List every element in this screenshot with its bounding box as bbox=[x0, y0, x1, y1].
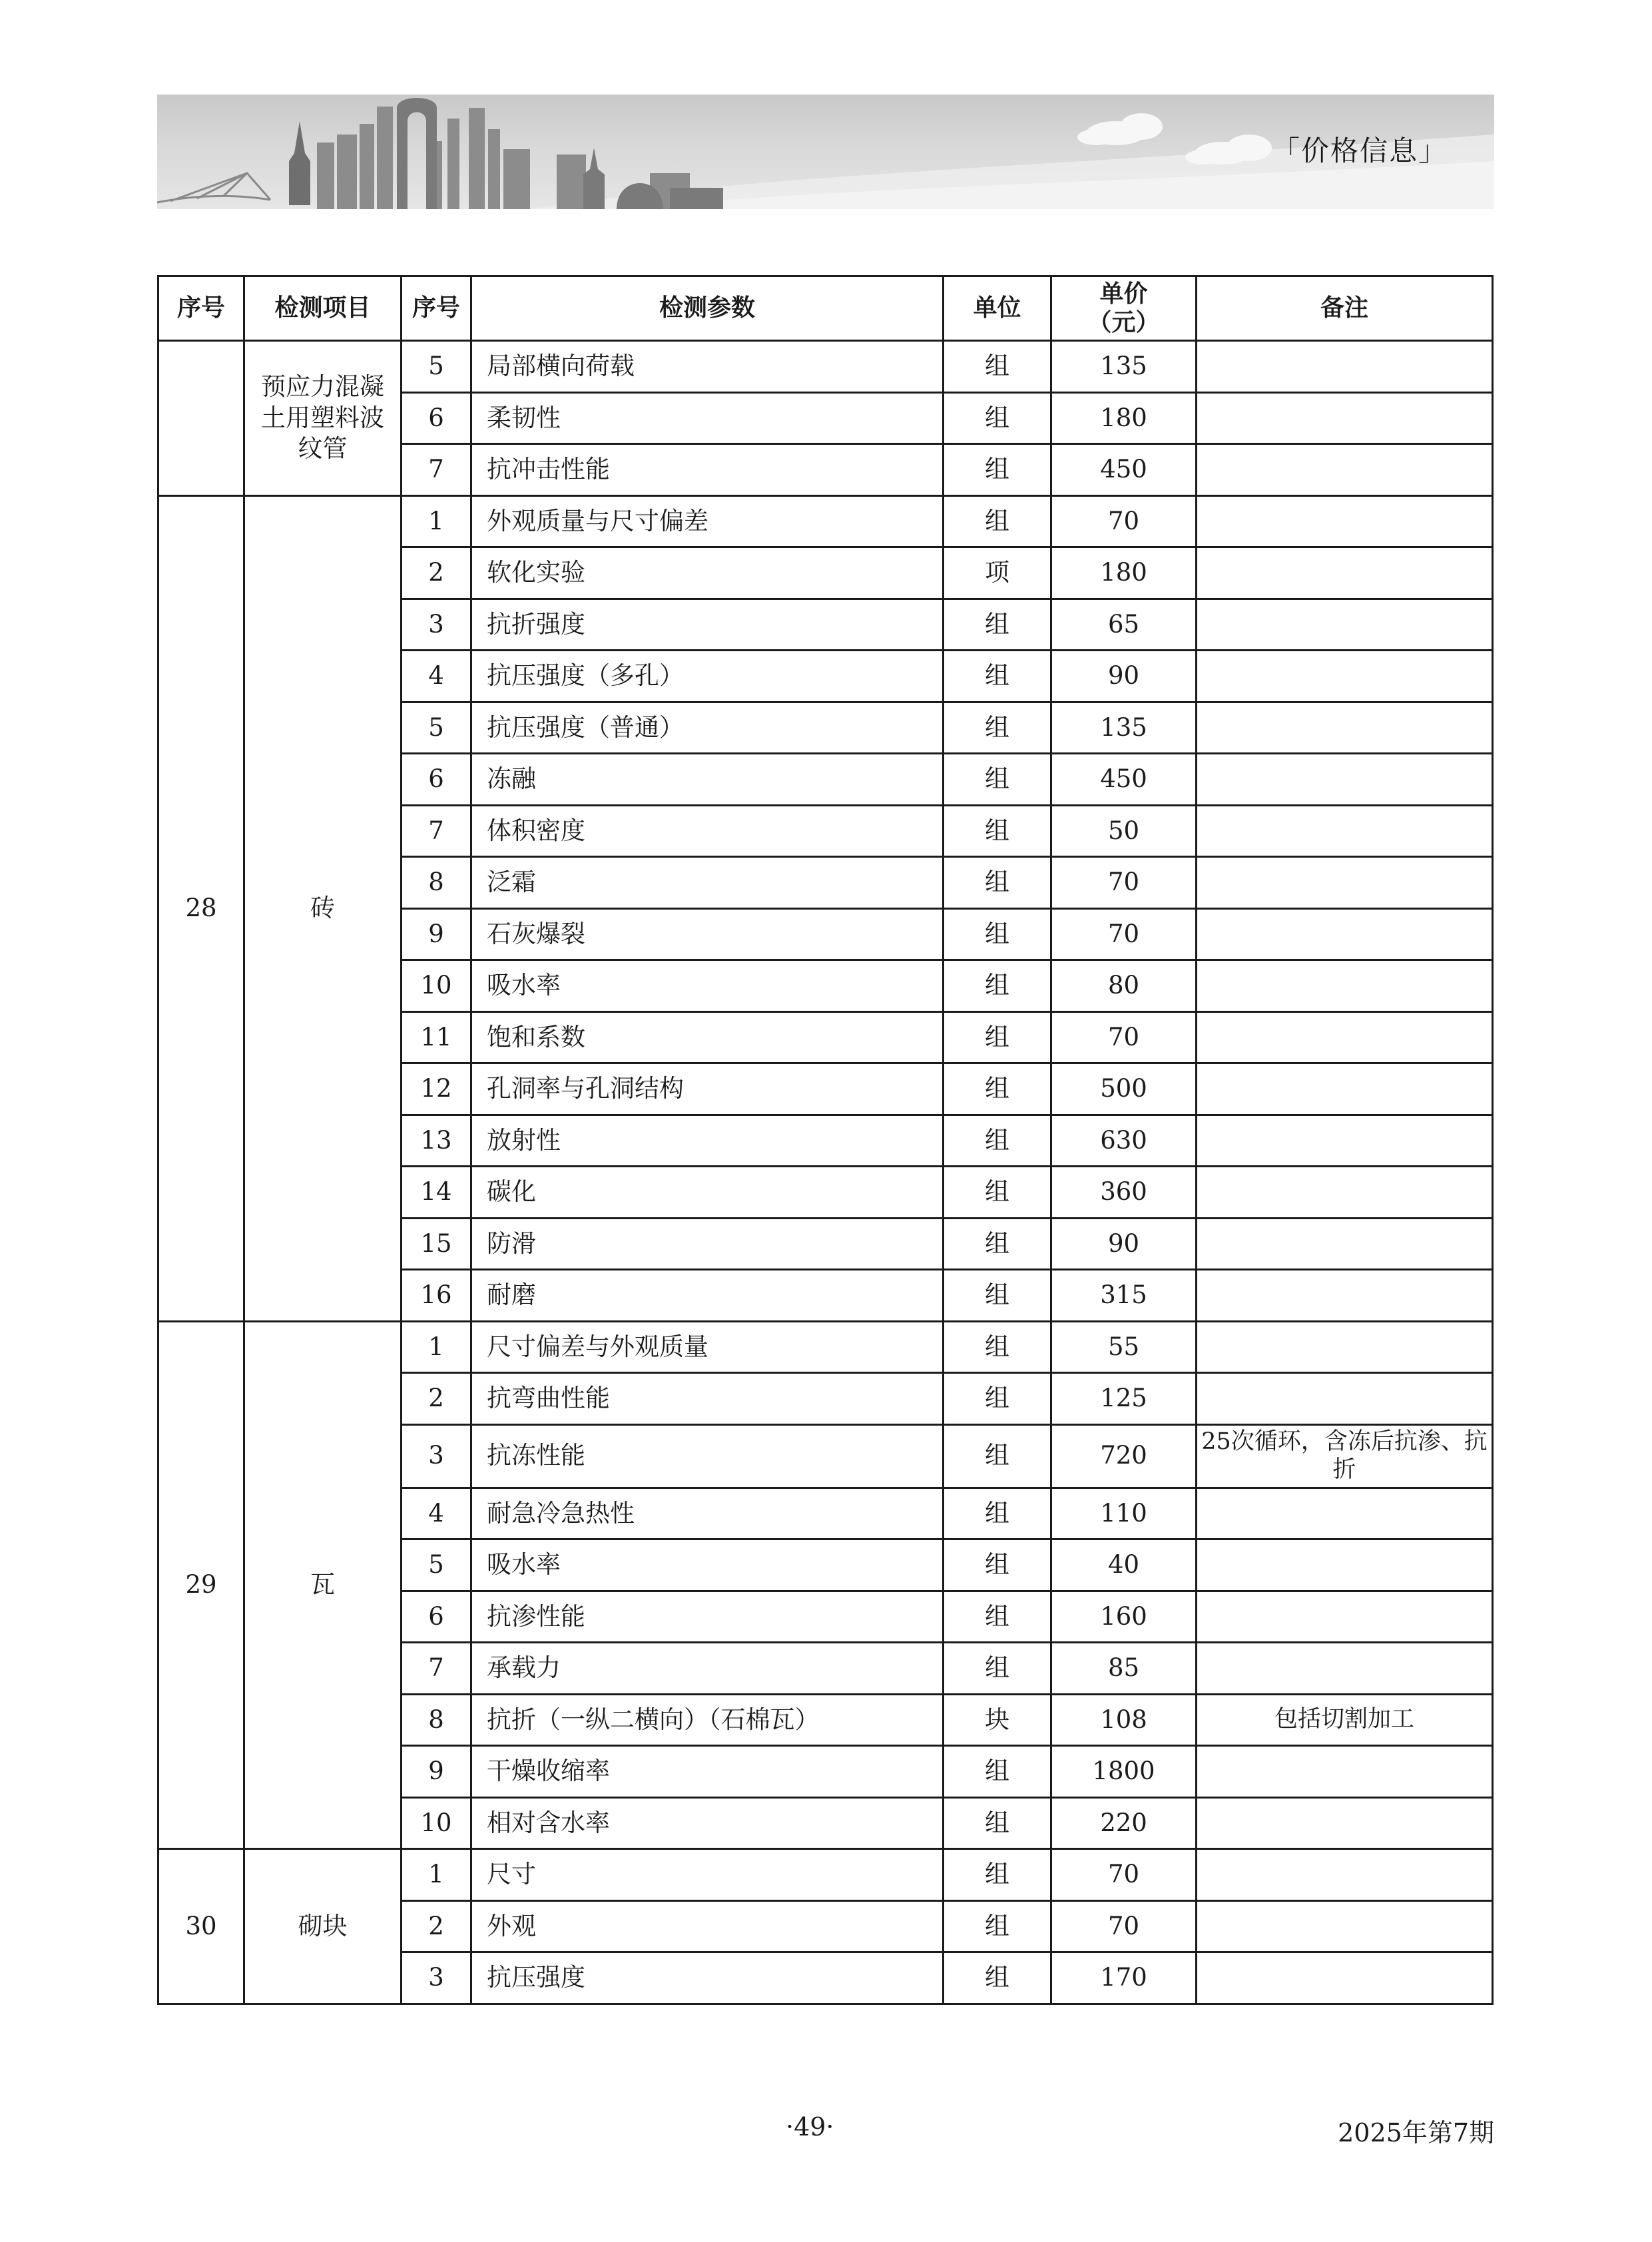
price-cell: 50 bbox=[1051, 805, 1197, 857]
note-cell bbox=[1197, 857, 1493, 909]
test-item-name: 瓦 bbox=[244, 1321, 402, 1849]
note-cell bbox=[1197, 754, 1493, 806]
note-cell bbox=[1197, 1321, 1493, 1373]
test-parameter: 软化实验 bbox=[471, 547, 944, 599]
row-number: 2 bbox=[402, 547, 471, 599]
header-note: 备注 bbox=[1197, 276, 1493, 341]
group-number: 30 bbox=[158, 1849, 244, 2004]
note-cell bbox=[1197, 1540, 1493, 1591]
price-cell: 630 bbox=[1051, 1115, 1197, 1167]
unit-cell: 组 bbox=[944, 754, 1051, 806]
unit-cell: 组 bbox=[944, 1321, 1051, 1373]
row-number: 1 bbox=[402, 495, 471, 547]
price-cell: 180 bbox=[1051, 547, 1197, 599]
row-number: 1 bbox=[402, 1321, 471, 1373]
header-price-currency: （元） bbox=[1087, 309, 1160, 336]
row-number: 16 bbox=[402, 1270, 471, 1322]
note-cell bbox=[1197, 908, 1493, 960]
price-cell: 450 bbox=[1051, 754, 1197, 806]
price-cell: 108 bbox=[1051, 1694, 1197, 1746]
row-number: 5 bbox=[402, 341, 471, 393]
header-price-label: 单价 bbox=[1099, 280, 1148, 308]
header-price bbox=[1051, 276, 1197, 341]
unit-cell: 组 bbox=[944, 702, 1051, 754]
note-cell bbox=[1197, 495, 1493, 547]
unit-cell: 项 bbox=[944, 547, 1051, 599]
note-cell bbox=[1197, 960, 1493, 1012]
test-parameter: 防滑 bbox=[471, 1218, 944, 1270]
unit-cell: 组 bbox=[944, 1218, 1051, 1270]
test-parameter: 吸水率 bbox=[471, 1540, 944, 1591]
unit-cell: 组 bbox=[944, 960, 1051, 1012]
unit-cell: 组 bbox=[944, 1746, 1051, 1798]
note-cell bbox=[1197, 1011, 1493, 1063]
row-number: 8 bbox=[402, 1694, 471, 1746]
row-number: 7 bbox=[402, 444, 471, 496]
price-cell: 110 bbox=[1051, 1488, 1197, 1540]
note-cell bbox=[1197, 599, 1493, 651]
row-number: 5 bbox=[402, 702, 471, 754]
unit-cell: 组 bbox=[944, 444, 1051, 496]
test-parameter: 抗折强度 bbox=[471, 599, 944, 651]
row-number: 9 bbox=[402, 908, 471, 960]
note-cell bbox=[1197, 651, 1493, 702]
row-number: 7 bbox=[402, 1643, 471, 1695]
note-cell bbox=[1197, 702, 1493, 754]
price-cell: 360 bbox=[1051, 1167, 1197, 1219]
price-cell: 70 bbox=[1051, 1900, 1197, 1952]
row-number: 1 bbox=[402, 1849, 471, 1901]
test-parameter: 耐磨 bbox=[471, 1270, 944, 1322]
price-cell: 65 bbox=[1051, 599, 1197, 651]
table-row bbox=[158, 341, 1493, 393]
unit-cell: 组 bbox=[944, 1540, 1051, 1591]
header-test-item: 检测项目 bbox=[244, 276, 402, 341]
note-cell bbox=[1197, 341, 1493, 393]
price-cell: 90 bbox=[1051, 1218, 1197, 1270]
unit-cell: 组 bbox=[944, 1424, 1051, 1488]
price-cell: 55 bbox=[1051, 1321, 1197, 1373]
unit-cell: 组 bbox=[944, 1063, 1051, 1115]
header-row-no: 序号 bbox=[402, 276, 471, 341]
test-item-name: 砌块 bbox=[244, 1849, 402, 2004]
price-cell: 90 bbox=[1051, 651, 1197, 702]
unit-cell: 组 bbox=[944, 341, 1051, 393]
unit-cell: 组 bbox=[944, 651, 1051, 702]
note-cell bbox=[1197, 1167, 1493, 1219]
header-test-param: 检测参数 bbox=[471, 276, 944, 341]
note-cell bbox=[1197, 1952, 1493, 2004]
row-number: 11 bbox=[402, 1011, 471, 1063]
test-parameter: 局部横向荷载 bbox=[471, 341, 944, 393]
row-number: 15 bbox=[402, 1218, 471, 1270]
unit-cell: 组 bbox=[944, 392, 1051, 444]
price-cell: 80 bbox=[1051, 960, 1197, 1012]
test-parameter: 石灰爆裂 bbox=[471, 908, 944, 960]
test-parameter: 尺寸 bbox=[471, 1849, 944, 1901]
test-parameter: 耐急冷急热性 bbox=[471, 1488, 944, 1540]
price-cell: 40 bbox=[1051, 1540, 1197, 1591]
test-parameter: 吸水率 bbox=[471, 960, 944, 1012]
row-number: 10 bbox=[402, 1797, 471, 1849]
table-row bbox=[158, 1849, 1493, 1901]
price-cell: 70 bbox=[1051, 495, 1197, 547]
test-parameter: 冻融 bbox=[471, 754, 944, 806]
row-number: 12 bbox=[402, 1063, 471, 1115]
unit-cell: 组 bbox=[944, 1591, 1051, 1643]
test-parameter: 抗渗性能 bbox=[471, 1591, 944, 1643]
group-number: 29 bbox=[158, 1321, 244, 1849]
row-number: 2 bbox=[402, 1373, 471, 1425]
row-number: 14 bbox=[402, 1167, 471, 1219]
price-cell: 70 bbox=[1051, 1849, 1197, 1901]
table-row bbox=[158, 1321, 1493, 1373]
row-number: 6 bbox=[402, 1591, 471, 1643]
page-number: ·49· bbox=[786, 2112, 834, 2141]
note-cell bbox=[1197, 1591, 1493, 1643]
unit-cell: 组 bbox=[944, 1488, 1051, 1540]
note-cell: 包括切割加工 bbox=[1197, 1694, 1493, 1746]
unit-cell: 组 bbox=[944, 1849, 1051, 1901]
price-cell: 720 bbox=[1051, 1424, 1197, 1488]
price-cell: 125 bbox=[1051, 1373, 1197, 1425]
test-parameter: 碳化 bbox=[471, 1167, 944, 1219]
table-body bbox=[158, 341, 1493, 2004]
test-item-name: 砖 bbox=[244, 495, 402, 1321]
note-cell bbox=[1197, 1218, 1493, 1270]
table-row bbox=[158, 495, 1493, 547]
note-cell bbox=[1197, 1643, 1493, 1695]
test-parameter: 抗冻性能 bbox=[471, 1424, 944, 1488]
unit-cell: 组 bbox=[944, 1952, 1051, 2004]
row-number: 6 bbox=[402, 392, 471, 444]
note-cell bbox=[1197, 1849, 1493, 1901]
unit-cell: 组 bbox=[944, 805, 1051, 857]
note-cell bbox=[1197, 444, 1493, 496]
price-cell: 135 bbox=[1051, 702, 1197, 754]
header-banner bbox=[157, 95, 1494, 209]
header-group-no: 序号 bbox=[158, 276, 244, 341]
row-number: 8 bbox=[402, 857, 471, 909]
table-header-row bbox=[158, 276, 1493, 341]
price-cell: 500 bbox=[1051, 1063, 1197, 1115]
note-cell bbox=[1197, 1488, 1493, 1540]
test-parameter: 泛霜 bbox=[471, 857, 944, 909]
row-number: 5 bbox=[402, 1540, 471, 1591]
test-parameter: 饱和系数 bbox=[471, 1011, 944, 1063]
test-parameter: 柔韧性 bbox=[471, 392, 944, 444]
test-parameter: 承载力 bbox=[471, 1643, 944, 1695]
unit-cell: 组 bbox=[944, 599, 1051, 651]
group-number: 28 bbox=[158, 495, 244, 1321]
price-cell: 315 bbox=[1051, 1270, 1197, 1322]
group-number bbox=[158, 341, 244, 496]
unit-cell: 组 bbox=[944, 1373, 1051, 1425]
test-parameter: 放射性 bbox=[471, 1115, 944, 1167]
price-cell: 220 bbox=[1051, 1797, 1197, 1849]
test-parameter: 抗冲击性能 bbox=[471, 444, 944, 496]
row-number: 7 bbox=[402, 805, 471, 857]
unit-cell: 组 bbox=[944, 495, 1051, 547]
test-parameter: 体积密度 bbox=[471, 805, 944, 857]
note-cell bbox=[1197, 1900, 1493, 1952]
test-parameter: 孔洞率与孔洞结构 bbox=[471, 1063, 944, 1115]
issue-label: 2025年第7期 bbox=[1338, 2118, 1494, 2147]
price-cell: 70 bbox=[1051, 1011, 1197, 1063]
row-number: 2 bbox=[402, 1900, 471, 1952]
price-cell: 1800 bbox=[1051, 1746, 1197, 1798]
note-cell bbox=[1197, 547, 1493, 599]
price-cell: 160 bbox=[1051, 1591, 1197, 1643]
unit-cell: 组 bbox=[944, 857, 1051, 909]
price-cell: 70 bbox=[1051, 908, 1197, 960]
note-cell bbox=[1197, 1373, 1493, 1425]
unit-cell: 组 bbox=[944, 1900, 1051, 1952]
note-cell bbox=[1197, 1270, 1493, 1322]
header-unit: 单位 bbox=[944, 276, 1051, 341]
row-number: 3 bbox=[402, 1952, 471, 2004]
price-cell: 70 bbox=[1051, 857, 1197, 909]
row-number: 4 bbox=[402, 651, 471, 702]
unit-cell: 组 bbox=[944, 1643, 1051, 1695]
price-cell: 450 bbox=[1051, 444, 1197, 496]
row-number: 6 bbox=[402, 754, 471, 806]
section-title: 「价格信息」 bbox=[1271, 135, 1448, 167]
unit-cell: 组 bbox=[944, 908, 1051, 960]
unit-cell: 组 bbox=[944, 1011, 1051, 1063]
unit-cell: 组 bbox=[944, 1270, 1051, 1322]
price-table bbox=[157, 275, 1494, 2005]
row-number: 9 bbox=[402, 1746, 471, 1798]
price-cell: 180 bbox=[1051, 392, 1197, 444]
unit-cell: 块 bbox=[944, 1694, 1051, 1746]
unit-cell: 组 bbox=[944, 1167, 1051, 1219]
note-cell bbox=[1197, 1746, 1493, 1798]
note-cell bbox=[1197, 392, 1493, 444]
row-number: 4 bbox=[402, 1488, 471, 1540]
test-parameter: 干燥收缩率 bbox=[471, 1746, 944, 1798]
test-parameter: 相对含水率 bbox=[471, 1797, 944, 1849]
test-parameter: 外观质量与尺寸偏差 bbox=[471, 495, 944, 547]
unit-cell: 组 bbox=[944, 1115, 1051, 1167]
row-number: 3 bbox=[402, 599, 471, 651]
test-parameter: 外观 bbox=[471, 1900, 944, 1952]
test-parameter: 抗压强度 bbox=[471, 1952, 944, 2004]
price-cell: 135 bbox=[1051, 341, 1197, 393]
row-number: 3 bbox=[402, 1424, 471, 1488]
test-parameter: 抗压强度（普通） bbox=[471, 702, 944, 754]
test-parameter: 抗压强度（多孔） bbox=[471, 651, 944, 702]
price-cell: 170 bbox=[1051, 1952, 1197, 2004]
test-parameter: 抗折（一纵二横向）（石棉瓦） bbox=[471, 1694, 944, 1746]
price-cell: 85 bbox=[1051, 1643, 1197, 1695]
row-number: 10 bbox=[402, 960, 471, 1012]
note-cell bbox=[1197, 1063, 1493, 1115]
note-cell: 25次循环，含冻后抗渗、抗折 bbox=[1197, 1424, 1493, 1488]
row-number: 13 bbox=[402, 1115, 471, 1167]
test-item-name: 预应力混凝土用塑料波纹管 bbox=[244, 341, 402, 496]
note-cell bbox=[1197, 1797, 1493, 1849]
unit-cell: 组 bbox=[944, 1797, 1051, 1849]
note-cell bbox=[1197, 1115, 1493, 1167]
test-parameter: 尺寸偏差与外观质量 bbox=[471, 1321, 944, 1373]
note-cell bbox=[1197, 805, 1493, 857]
test-parameter: 抗弯曲性能 bbox=[471, 1373, 944, 1425]
